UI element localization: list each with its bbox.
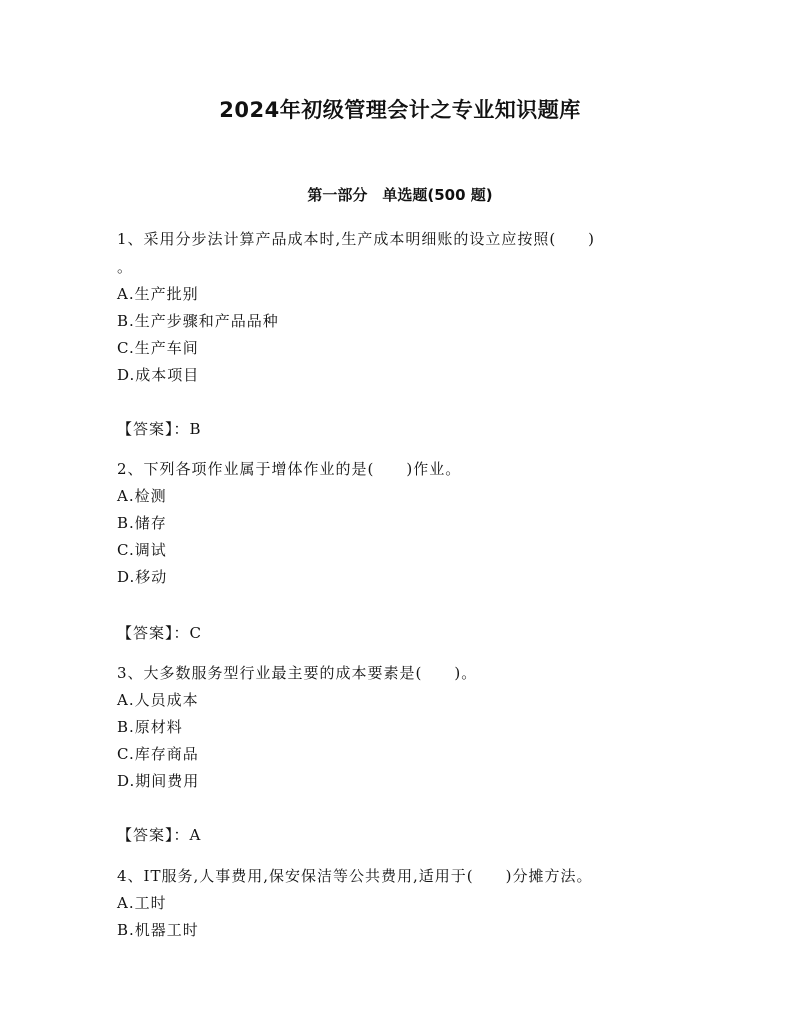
question-1-option-c: C.生产车间 [117, 339, 199, 357]
question-3-option-a: A.人员成本 [117, 691, 199, 709]
question-4-stem: 4、IT服务,人事费用,保安保洁等公共费用,适用于( )分摊方法。 [117, 867, 593, 885]
page-title: 2024年初级管理会计之专业知识题库 [219, 98, 581, 122]
question-1-stem-cont: 。 [117, 258, 134, 276]
question-1-stem: 1、采用分步法计算产品成本时,生产成本明细账的设立应按照( ) [117, 230, 596, 248]
question-2-option-a: A.检测 [117, 487, 167, 505]
question-2-option-c: C.调试 [117, 541, 167, 559]
question-1-option-b: B.生产步骤和产品品种 [117, 312, 279, 330]
question-4-option-b: B.机器工时 [117, 921, 199, 939]
question-2-option-b: B.储存 [117, 514, 167, 532]
question-2-answer: 【答案】：C [117, 624, 202, 642]
question-3-answer: 【答案】：A [117, 826, 202, 844]
section-title: 第一部分 单选题(500 题) [307, 186, 493, 204]
question-3-option-b: B.原材料 [117, 718, 183, 736]
question-2-option-d: D.移动 [117, 568, 168, 586]
question-1-answer: 【答案】：B [117, 420, 202, 438]
question-3-stem: 3、大多数服务型行业最主要的成本要素是( )。 [117, 664, 478, 682]
question-4-option-a: A.工时 [117, 894, 167, 912]
question-1-option-a: A.生产批别 [117, 285, 199, 303]
question-2-stem: 2、下列各项作业属于增体作业的是( )作业。 [117, 460, 462, 478]
question-3-option-c: C.库存商品 [117, 745, 199, 763]
question-1-option-d: D.成本项目 [117, 366, 200, 384]
question-3-option-d: D.期间费用 [117, 772, 200, 790]
